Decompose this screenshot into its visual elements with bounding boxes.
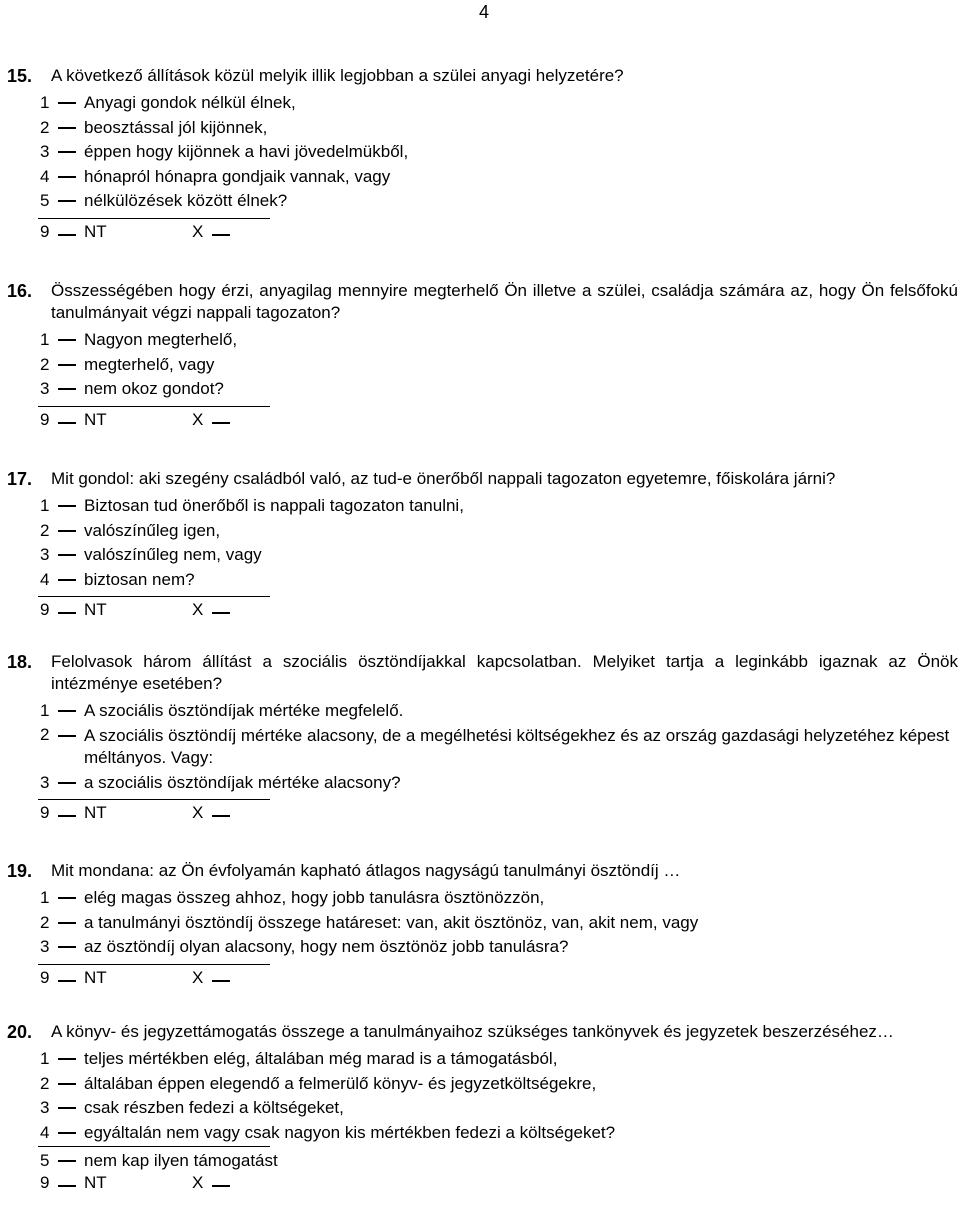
nonresponse-code: 9 <box>40 221 50 241</box>
question-header <box>0 280 960 324</box>
option-text: nélkülözések között élnek? <box>84 191 288 210</box>
dash <box>212 612 230 614</box>
option-text: A szociális ösztöndíj mértéke alacsony, de a megélhetési költségekhez és az ország gazdasági helyzetéhez képest méltányos. Vagy: <box>84 725 950 767</box>
answer-option <box>0 1072 960 1097</box>
nonresponse-code: 9 <box>40 1173 50 1192</box>
nonresponse-nt: NT <box>84 409 107 429</box>
question-15 <box>0 65 960 245</box>
dash <box>212 815 230 817</box>
question-number: 20. <box>7 1022 33 1042</box>
question-18 <box>0 651 960 826</box>
dash <box>58 1107 76 1109</box>
nonresponse-code: 9 <box>40 803 50 822</box>
answer-option <box>0 699 960 724</box>
option-text: biztosan nem? <box>84 569 195 589</box>
answer-option <box>0 140 960 165</box>
option-text: elég magas összeg ahhoz, hogy jobb tanulásra ösztönözzön, <box>84 888 545 907</box>
answer-option <box>0 1096 960 1121</box>
option-text: a tanulmányi ösztöndíj összege határeset: van, akit ösztönöz, van, akit nem, vagy <box>84 912 699 932</box>
nonresponse-x: X <box>192 803 204 822</box>
page-number: 4 <box>478 2 489 22</box>
option-text: valószínűleg nem, vagy <box>84 545 262 564</box>
nonresponse-nt: NT <box>84 221 107 241</box>
dash <box>58 980 76 982</box>
option-code: 4 <box>40 569 50 589</box>
answer-option <box>0 935 960 960</box>
option-code: 3 <box>40 379 50 398</box>
question-number: 19. <box>7 861 33 881</box>
option-code: 3 <box>40 142 50 161</box>
option-code: 2 <box>40 354 50 374</box>
dash <box>212 234 230 236</box>
question-header <box>0 1021 960 1043</box>
option-text: A szociális ösztöndíjak mértéke megfelelő. <box>84 701 404 720</box>
nonresponse-nt: NT <box>84 803 107 822</box>
dash <box>58 815 76 817</box>
nonresponse-x: X <box>192 221 204 241</box>
answer-option <box>0 519 960 544</box>
question-20 <box>0 1021 960 1196</box>
question-text: A könyv- és jegyzettámogatás összege a tanulmányaihoz szükséges tankönyvek és jegyzetek beszerzéséhez… <box>51 1022 894 1041</box>
question-text: Összességében hogy érzi, anyagilag mennyire megterhelő Ön illetve a szülei, családja számára az, hogy Ön felsőfokú tanulmányait végzi nappali tagozaton? <box>51 281 958 322</box>
option-text: csak részben fedezi a költségeket, <box>84 1098 344 1117</box>
answer-option <box>0 165 960 190</box>
option-code: 3 <box>40 545 50 564</box>
question-number: 17. <box>7 469 33 489</box>
dash <box>58 554 76 556</box>
dash <box>58 782 76 784</box>
nonresponse-row <box>0 965 960 991</box>
nonresponse-row <box>0 800 960 826</box>
option-text: egyáltalán nem vagy csak nagyon kis mértékben fedezi a költségeket? <box>84 1122 616 1142</box>
answer-option <box>0 1121 960 1146</box>
nonresponse-code: 9 <box>40 409 50 429</box>
nonresponse-x: X <box>192 967 204 987</box>
dash <box>58 102 76 104</box>
separator-line <box>38 1146 270 1147</box>
option-text: Anyagi gondok nélkül élnek, <box>84 93 296 112</box>
question-header <box>0 65 960 87</box>
option-text: éppen hogy kijönnek a havi jövedelmükből, <box>84 142 409 161</box>
answer-option <box>0 771 960 796</box>
dash <box>58 151 76 153</box>
dash <box>58 897 76 899</box>
question-header <box>0 860 960 882</box>
answer-option <box>0 189 960 214</box>
nonresponse-row <box>0 597 960 623</box>
nonresponse-nt: NT <box>84 967 107 987</box>
nonresponse-nt: NT <box>84 600 107 619</box>
option-code: 2 <box>40 117 50 137</box>
nonresponse-x: X <box>192 409 204 429</box>
dash <box>58 388 76 390</box>
dash <box>58 710 76 712</box>
option-code: 2 <box>40 724 50 744</box>
dash <box>58 946 76 948</box>
question-number: 16. <box>7 281 33 301</box>
dash <box>58 1058 76 1060</box>
dash <box>58 612 76 614</box>
answer-option <box>0 724 960 771</box>
option-code: 1 <box>40 888 50 907</box>
option-code: 4 <box>40 166 50 186</box>
question-text: Mit gondol: aki szegény családból való, az tud-e önerőből nappali tagozaton egyetemre, főiskolára járni? <box>51 469 836 488</box>
answer-option <box>0 377 960 402</box>
dash <box>58 505 76 507</box>
option-text: valószínűleg igen, <box>84 520 221 540</box>
question-number: 18. <box>7 652 33 672</box>
dash <box>58 1132 76 1134</box>
option-code: 1 <box>40 496 50 515</box>
answer-option <box>0 911 960 936</box>
nonresponse-row <box>0 219 960 245</box>
dash <box>58 922 76 924</box>
dash <box>58 176 76 178</box>
dash <box>58 339 76 341</box>
option-code: 2 <box>40 520 50 540</box>
dash <box>58 1160 76 1162</box>
option-code: 2 <box>40 1073 50 1093</box>
option-code: 5 <box>40 191 50 210</box>
answer-option <box>0 1150 960 1172</box>
dash <box>58 422 76 424</box>
nonresponse-row <box>0 1172 960 1196</box>
option-code: 1 <box>40 330 50 349</box>
answer-option <box>0 494 960 519</box>
option-text: nem okoz gondot? <box>84 379 224 398</box>
nonresponse-row <box>0 407 960 433</box>
nonresponse-nt: NT <box>84 1173 107 1192</box>
option-code: 2 <box>40 912 50 932</box>
dash <box>58 364 76 366</box>
question-text: Mit mondana: az Ön évfolyamán kapható átlagos nagyságú tanulmányi ösztöndíj … <box>51 861 681 880</box>
nonresponse-x: X <box>192 1173 204 1192</box>
option-code: 5 <box>40 1151 50 1170</box>
dash <box>212 980 230 982</box>
option-text: az ösztöndíj olyan alacsony, hogy nem ösztönöz jobb tanulásra? <box>84 937 569 956</box>
question-17 <box>0 468 960 623</box>
answer-option <box>0 543 960 568</box>
option-text: Nagyon megterhelő, <box>84 330 238 349</box>
question-text: Felolvasok három állítást a szociális ösztöndíjakkal kapcsolatban. Melyiket tartja a leginkább igaznak az Önök intézménye esetében? <box>51 652 958 693</box>
dash <box>58 1185 76 1187</box>
nonresponse-code: 9 <box>40 967 50 987</box>
option-code: 1 <box>40 701 50 720</box>
answer-option <box>0 328 960 353</box>
dash <box>58 234 76 236</box>
option-code: 3 <box>40 772 50 792</box>
option-text: a szociális ösztöndíjak mértéke alacsony? <box>84 772 401 792</box>
option-code: 3 <box>40 1098 50 1117</box>
option-code: 1 <box>40 1049 50 1068</box>
question-header <box>0 468 960 490</box>
option-text: nem kap ilyen támogatást <box>84 1151 278 1170</box>
option-code: 1 <box>40 93 50 112</box>
option-text: beosztással jól kijönnek, <box>84 117 268 137</box>
question-number: 15. <box>7 66 33 86</box>
answer-option <box>0 353 960 378</box>
answer-option <box>0 1047 960 1072</box>
dash <box>58 1083 76 1085</box>
option-text: hónapról hónapra gondjaik vannak, vagy <box>84 166 391 186</box>
option-text: általában éppen elegendő a felmerülő könyv- és jegyzetköltségekre, <box>84 1073 597 1093</box>
option-code: 3 <box>40 937 50 956</box>
dash <box>58 735 76 737</box>
question-16 <box>0 280 960 433</box>
dash <box>58 200 76 202</box>
option-text: teljes mértékben elég, általában még marad is a támogatásból, <box>84 1049 558 1068</box>
answer-option <box>0 116 960 141</box>
question-text: A következő állítások közül melyik illik legjobban a szülei anyagi helyzetére? <box>51 66 624 85</box>
dash <box>212 422 230 424</box>
dash <box>58 127 76 129</box>
nonresponse-code: 9 <box>40 600 50 619</box>
answer-option <box>0 568 960 593</box>
answer-option <box>0 886 960 911</box>
option-text: megterhelő, vagy <box>84 354 215 374</box>
question-header <box>0 651 960 695</box>
option-text: Biztosan tud önerőből is nappali tagozaton tanulni, <box>84 496 464 515</box>
answer-option <box>0 91 960 116</box>
nonresponse-x: X <box>192 600 204 619</box>
dash <box>58 579 76 581</box>
dash <box>212 1185 230 1187</box>
option-code: 4 <box>40 1122 50 1142</box>
dash <box>58 530 76 532</box>
question-19 <box>0 860 960 991</box>
